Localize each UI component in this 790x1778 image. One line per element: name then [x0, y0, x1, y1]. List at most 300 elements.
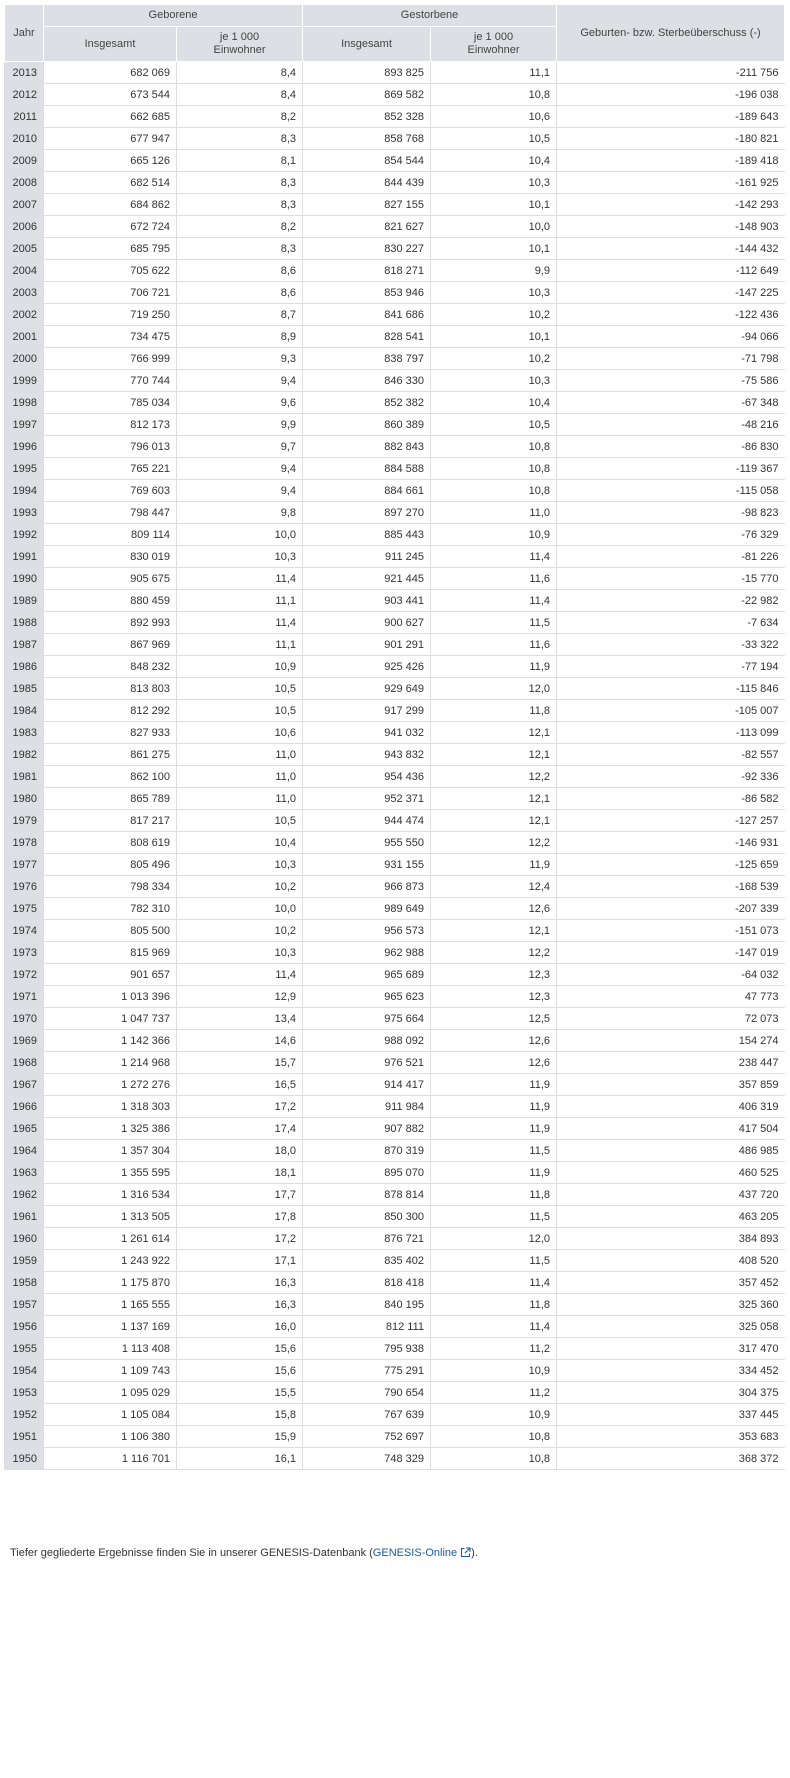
cell-geborene-insgesamt: 862 100 [44, 766, 177, 788]
table-row [5, 502, 785, 524]
cell-gestorbene-je-1000: 11,0 [431, 502, 557, 524]
cell-ueberschuss: -180 821 [557, 128, 785, 150]
cell-geborene-je-1000: 10,5 [177, 810, 303, 832]
cell-gestorbene-insgesamt: 911 984 [303, 1096, 431, 1118]
table-row [5, 1162, 785, 1184]
table-row [5, 854, 785, 876]
header-geborene: Geborene [44, 5, 303, 27]
cell-ueberschuss: -127 257 [557, 810, 785, 832]
cell-geborene-je-1000: 16,0 [177, 1316, 303, 1338]
cell-geborene-insgesamt: 766 999 [44, 348, 177, 370]
cell-jahr: 1976 [5, 876, 44, 898]
table-row [5, 370, 785, 392]
table-row [5, 722, 785, 744]
cell-ueberschuss: 317 470 [557, 1338, 785, 1360]
table-row [5, 612, 785, 634]
cell-gestorbene-je-1000: 12,4 [431, 876, 557, 898]
cell-geborene-insgesamt: 677 947 [44, 128, 177, 150]
cell-geborene-insgesamt: 734 475 [44, 326, 177, 348]
cell-geborene-insgesamt: 867 969 [44, 634, 177, 656]
cell-gestorbene-insgesamt: 897 270 [303, 502, 431, 524]
cell-gestorbene-je-1000: 10,4 [431, 150, 557, 172]
cell-geborene-je-1000: 8,1 [177, 150, 303, 172]
cell-jahr: 1969 [5, 1030, 44, 1052]
cell-geborene-je-1000: 17,1 [177, 1250, 303, 1272]
cell-geborene-je-1000: 10,2 [177, 920, 303, 942]
table-row [5, 1250, 785, 1272]
cell-gestorbene-je-1000: 11,9 [431, 656, 557, 678]
cell-ueberschuss: -82 557 [557, 744, 785, 766]
cell-geborene-je-1000: 8,3 [177, 194, 303, 216]
cell-gestorbene-je-1000: 10,2 [431, 348, 557, 370]
cell-gestorbene-je-1000: 12,0 [431, 1228, 557, 1250]
cell-gestorbene-insgesamt: 827 155 [303, 194, 431, 216]
table-row [5, 480, 785, 502]
cell-geborene-insgesamt: 765 221 [44, 458, 177, 480]
cell-gestorbene-insgesamt: 901 291 [303, 634, 431, 656]
cell-ueberschuss: 368 372 [557, 1448, 785, 1470]
cell-gestorbene-insgesamt: 850 300 [303, 1206, 431, 1228]
cell-geborene-je-1000: 11,0 [177, 766, 303, 788]
table-row [5, 194, 785, 216]
cell-gestorbene-insgesamt: 870 319 [303, 1140, 431, 1162]
cell-geborene-insgesamt: 796 013 [44, 436, 177, 458]
cell-gestorbene-je-1000: 11,9 [431, 1162, 557, 1184]
table-row [5, 1338, 785, 1360]
cell-ueberschuss: -196 038 [557, 84, 785, 106]
table-row [5, 1206, 785, 1228]
cell-gestorbene-je-1000: 10,5 [431, 128, 557, 150]
cell-geborene-je-1000: 11,1 [177, 634, 303, 656]
cell-gestorbene-insgesamt: 854 544 [303, 150, 431, 172]
cell-geborene-insgesamt: 812 292 [44, 700, 177, 722]
cell-gestorbene-je-1000: 10,8 [431, 1426, 557, 1448]
cell-jahr: 1972 [5, 964, 44, 986]
cell-ueberschuss: -211 756 [557, 62, 785, 84]
cell-gestorbene-insgesamt: 775 291 [303, 1360, 431, 1382]
cell-jahr: 2002 [5, 304, 44, 326]
cell-geborene-je-1000: 9,4 [177, 370, 303, 392]
table-row [5, 414, 785, 436]
cell-gestorbene-insgesamt: 966 873 [303, 876, 431, 898]
cell-jahr: 1963 [5, 1162, 44, 1184]
cell-jahr: 1958 [5, 1272, 44, 1294]
cell-ueberschuss: 357 859 [557, 1074, 785, 1096]
table-row [5, 1404, 785, 1426]
cell-gestorbene-je-1000: 11,2 [431, 1338, 557, 1360]
cell-jahr: 1989 [5, 590, 44, 612]
cell-jahr: 1983 [5, 722, 44, 744]
cell-gestorbene-je-1000: 10,0 [431, 216, 557, 238]
cell-jahr: 1987 [5, 634, 44, 656]
cell-gestorbene-insgesamt: 929 649 [303, 678, 431, 700]
cell-geborene-insgesamt: 1 355 595 [44, 1162, 177, 1184]
cell-geborene-insgesamt: 798 447 [44, 502, 177, 524]
cell-geborene-je-1000: 17,8 [177, 1206, 303, 1228]
cell-geborene-insgesamt: 662 685 [44, 106, 177, 128]
cell-geborene-insgesamt: 1 316 534 [44, 1184, 177, 1206]
cell-jahr: 1974 [5, 920, 44, 942]
cell-ueberschuss: -64 032 [557, 964, 785, 986]
cell-ueberschuss: -71 798 [557, 348, 785, 370]
cell-ueberschuss: -105 007 [557, 700, 785, 722]
cell-ueberschuss: -86 582 [557, 788, 785, 810]
cell-geborene-insgesamt: 672 724 [44, 216, 177, 238]
cell-jahr: 2006 [5, 216, 44, 238]
table-row [5, 1294, 785, 1316]
table-row [5, 524, 785, 546]
cell-jahr: 1971 [5, 986, 44, 1008]
cell-geborene-insgesamt: 1 113 408 [44, 1338, 177, 1360]
cell-gestorbene-insgesamt: 962 988 [303, 942, 431, 964]
cell-jahr: 1985 [5, 678, 44, 700]
cell-gestorbene-insgesamt: 931 155 [303, 854, 431, 876]
cell-geborene-je-1000: 11,1 [177, 590, 303, 612]
cell-gestorbene-insgesamt: 943 832 [303, 744, 431, 766]
table-row [5, 656, 785, 678]
cell-geborene-je-1000: 8,3 [177, 172, 303, 194]
cell-jahr: 2009 [5, 150, 44, 172]
cell-jahr: 2010 [5, 128, 44, 150]
cell-gestorbene-je-1000: 10,8 [431, 458, 557, 480]
table-row [5, 986, 785, 1008]
cell-geborene-je-1000: 11,0 [177, 744, 303, 766]
cell-ueberschuss: -115 846 [557, 678, 785, 700]
cell-geborene-insgesamt: 1 165 555 [44, 1294, 177, 1316]
cell-gestorbene-insgesamt: 955 550 [303, 832, 431, 854]
cell-ueberschuss: -207 339 [557, 898, 785, 920]
cell-jahr: 1962 [5, 1184, 44, 1206]
table-row [5, 590, 785, 612]
cell-geborene-insgesamt: 1 313 505 [44, 1206, 177, 1228]
cell-gestorbene-je-1000: 11,4 [431, 1316, 557, 1338]
cell-geborene-je-1000: 17,4 [177, 1118, 303, 1140]
cell-jahr: 1979 [5, 810, 44, 832]
cell-ueberschuss: 437 720 [557, 1184, 785, 1206]
cell-geborene-insgesamt: 848 232 [44, 656, 177, 678]
footnote-text: Tiefer gegliederte Ergebnisse finden Sie in unserer GENESIS-Datenbank ( [10, 1547, 373, 1559]
table-row [5, 964, 785, 986]
cell-ueberschuss: -75 586 [557, 370, 785, 392]
cell-ueberschuss: 154 274 [557, 1030, 785, 1052]
cell-gestorbene-insgesamt: 921 445 [303, 568, 431, 590]
cell-gestorbene-insgesamt: 900 627 [303, 612, 431, 634]
cell-gestorbene-insgesamt: 882 843 [303, 436, 431, 458]
table-row [5, 744, 785, 766]
table-row [5, 1426, 785, 1448]
cell-geborene-je-1000: 15,9 [177, 1426, 303, 1448]
cell-gestorbene-je-1000: 10,9 [431, 524, 557, 546]
cell-geborene-insgesamt: 827 933 [44, 722, 177, 744]
cell-geborene-insgesamt: 808 619 [44, 832, 177, 854]
cell-gestorbene-je-1000: 10,4 [431, 392, 557, 414]
cell-gestorbene-insgesamt: 790 654 [303, 1382, 431, 1404]
cell-gestorbene-insgesamt: 748 329 [303, 1448, 431, 1470]
header-geborene-insgesamt: Insgesamt [44, 27, 177, 62]
cell-jahr: 1965 [5, 1118, 44, 1140]
cell-ueberschuss: 406 319 [557, 1096, 785, 1118]
cell-gestorbene-insgesamt: 914 417 [303, 1074, 431, 1096]
cell-geborene-insgesamt: 673 544 [44, 84, 177, 106]
cell-geborene-je-1000: 8,2 [177, 106, 303, 128]
cell-geborene-je-1000: 18,0 [177, 1140, 303, 1162]
cell-geborene-je-1000: 16,5 [177, 1074, 303, 1096]
cell-ueberschuss: -189 418 [557, 150, 785, 172]
cell-jahr: 1966 [5, 1096, 44, 1118]
cell-jahr: 1964 [5, 1140, 44, 1162]
cell-ueberschuss: -115 058 [557, 480, 785, 502]
cell-jahr: 1994 [5, 480, 44, 502]
cell-gestorbene-je-1000: 12,2 [431, 766, 557, 788]
cell-geborene-je-1000: 17,2 [177, 1228, 303, 1250]
cell-gestorbene-insgesamt: 975 664 [303, 1008, 431, 1030]
table-row [5, 766, 785, 788]
cell-jahr: 2008 [5, 172, 44, 194]
cell-gestorbene-je-1000: 12,6 [431, 898, 557, 920]
cell-gestorbene-je-1000: 12,1 [431, 744, 557, 766]
cell-ueberschuss: 238 447 [557, 1052, 785, 1074]
cell-geborene-je-1000: 8,6 [177, 282, 303, 304]
cell-gestorbene-insgesamt: 767 639 [303, 1404, 431, 1426]
cell-gestorbene-je-1000: 10,8 [431, 436, 557, 458]
cell-jahr: 1992 [5, 524, 44, 546]
cell-jahr: 2000 [5, 348, 44, 370]
genesis-online-link[interactable] [373, 1547, 471, 1559]
cell-ueberschuss: 463 205 [557, 1206, 785, 1228]
cell-gestorbene-je-1000: 11,9 [431, 1096, 557, 1118]
cell-gestorbene-insgesamt: 835 402 [303, 1250, 431, 1272]
cell-gestorbene-je-1000: 11,9 [431, 1118, 557, 1140]
cell-ueberschuss: 460 525 [557, 1162, 785, 1184]
cell-ueberschuss: -125 659 [557, 854, 785, 876]
cell-geborene-insgesamt: 880 459 [44, 590, 177, 612]
cell-gestorbene-insgesamt: 944 474 [303, 810, 431, 832]
cell-jahr: 1991 [5, 546, 44, 568]
cell-geborene-insgesamt: 682 069 [44, 62, 177, 84]
cell-gestorbene-insgesamt: 876 721 [303, 1228, 431, 1250]
cell-gestorbene-je-1000: 11,8 [431, 700, 557, 722]
cell-gestorbene-je-1000: 12,1 [431, 920, 557, 942]
cell-geborene-insgesamt: 798 334 [44, 876, 177, 898]
cell-geborene-je-1000: 10,0 [177, 898, 303, 920]
cell-gestorbene-je-1000: 10,5 [431, 414, 557, 436]
table-row [5, 942, 785, 964]
cell-geborene-insgesamt: 685 795 [44, 238, 177, 260]
cell-gestorbene-insgesamt: 954 436 [303, 766, 431, 788]
births-deaths-table [4, 4, 785, 1470]
cell-jahr: 1973 [5, 942, 44, 964]
cell-geborene-je-1000: 9,7 [177, 436, 303, 458]
cell-geborene-je-1000: 8,7 [177, 304, 303, 326]
cell-jahr: 1970 [5, 1008, 44, 1030]
cell-jahr: 2013 [5, 62, 44, 84]
cell-gestorbene-je-1000: 12,3 [431, 986, 557, 1008]
cell-gestorbene-je-1000: 12,2 [431, 942, 557, 964]
header-je-1000-line1: je 1 000 [473, 31, 514, 43]
cell-geborene-insgesamt: 1 013 396 [44, 986, 177, 1008]
cell-ueberschuss: -81 226 [557, 546, 785, 568]
cell-geborene-insgesamt: 892 993 [44, 612, 177, 634]
table-row [5, 634, 785, 656]
cell-jahr: 1968 [5, 1052, 44, 1074]
table-row [5, 62, 785, 84]
cell-geborene-je-1000: 16,1 [177, 1448, 303, 1470]
cell-geborene-insgesamt: 1 047 737 [44, 1008, 177, 1030]
cell-gestorbene-insgesamt: 952 371 [303, 788, 431, 810]
cell-gestorbene-je-1000: 11,5 [431, 612, 557, 634]
cell-gestorbene-insgesamt: 956 573 [303, 920, 431, 942]
header-gestorbene: Gestorbene [303, 5, 557, 27]
table-row [5, 546, 785, 568]
cell-geborene-je-1000: 10,3 [177, 854, 303, 876]
cell-ueberschuss: 325 058 [557, 1316, 785, 1338]
footnote [10, 1547, 478, 1561]
table-row [5, 106, 785, 128]
cell-gestorbene-je-1000: 12,1 [431, 788, 557, 810]
cell-jahr: 1952 [5, 1404, 44, 1426]
cell-jahr: 1956 [5, 1316, 44, 1338]
cell-gestorbene-insgesamt: 860 389 [303, 414, 431, 436]
cell-geborene-insgesamt: 705 622 [44, 260, 177, 282]
cell-gestorbene-insgesamt: 941 032 [303, 722, 431, 744]
cell-jahr: 1951 [5, 1426, 44, 1448]
cell-geborene-je-1000: 8,4 [177, 84, 303, 106]
cell-jahr: 1982 [5, 744, 44, 766]
cell-jahr: 2004 [5, 260, 44, 282]
header-je-1000-line1: je 1 000 [219, 31, 260, 43]
cell-ueberschuss: 357 452 [557, 1272, 785, 1294]
table-row [5, 326, 785, 348]
cell-geborene-insgesamt: 1 109 743 [44, 1360, 177, 1382]
cell-ueberschuss: -15 770 [557, 568, 785, 590]
cell-geborene-insgesamt: 719 250 [44, 304, 177, 326]
cell-geborene-je-1000: 8,3 [177, 238, 303, 260]
table-row [5, 920, 785, 942]
cell-geborene-je-1000: 18,1 [177, 1162, 303, 1184]
cell-jahr: 1995 [5, 458, 44, 480]
table-row [5, 458, 785, 480]
table-row [5, 238, 785, 260]
cell-gestorbene-insgesamt: 925 426 [303, 656, 431, 678]
cell-ueberschuss: 486 985 [557, 1140, 785, 1162]
cell-ueberschuss: -148 903 [557, 216, 785, 238]
cell-gestorbene-insgesamt: 903 441 [303, 590, 431, 612]
cell-gestorbene-insgesamt: 821 627 [303, 216, 431, 238]
cell-ueberschuss: -7 634 [557, 612, 785, 634]
table-row [5, 216, 785, 238]
table-row [5, 128, 785, 150]
cell-gestorbene-insgesamt: 893 825 [303, 62, 431, 84]
cell-ueberschuss: 353 683 [557, 1426, 785, 1448]
cell-geborene-insgesamt: 1 325 386 [44, 1118, 177, 1140]
cell-geborene-je-1000: 10,6 [177, 722, 303, 744]
table-row [5, 1008, 785, 1030]
cell-geborene-insgesamt: 769 603 [44, 480, 177, 502]
cell-jahr: 1986 [5, 656, 44, 678]
table-row [5, 788, 785, 810]
cell-jahr: 1993 [5, 502, 44, 524]
cell-jahr: 1996 [5, 436, 44, 458]
table-row [5, 348, 785, 370]
cell-ueberschuss: -76 329 [557, 524, 785, 546]
cell-gestorbene-je-1000: 12,6 [431, 1052, 557, 1074]
genesis-online-link-label: GENESIS-Online [372, 1547, 458, 1559]
cell-gestorbene-insgesamt: 852 382 [303, 392, 431, 414]
cell-geborene-je-1000: 15,6 [177, 1360, 303, 1382]
table-row [5, 172, 785, 194]
cell-geborene-insgesamt: 706 721 [44, 282, 177, 304]
cell-gestorbene-je-1000: 10,3 [431, 172, 557, 194]
cell-gestorbene-je-1000: 10,8 [431, 480, 557, 502]
cell-gestorbene-je-1000: 11,9 [431, 854, 557, 876]
cell-ueberschuss: 72 073 [557, 1008, 785, 1030]
cell-geborene-je-1000: 9,3 [177, 348, 303, 370]
cell-geborene-insgesamt: 1 106 380 [44, 1426, 177, 1448]
cell-ueberschuss: -112 649 [557, 260, 785, 282]
table-row [5, 436, 785, 458]
cell-gestorbene-je-1000: 12,6 [431, 1030, 557, 1052]
cell-gestorbene-je-1000: 11,1 [431, 62, 557, 84]
cell-gestorbene-je-1000: 11,5 [431, 1206, 557, 1228]
cell-jahr: 2007 [5, 194, 44, 216]
cell-ueberschuss: 417 504 [557, 1118, 785, 1140]
cell-geborene-je-1000: 10,9 [177, 656, 303, 678]
cell-geborene-je-1000: 10,4 [177, 832, 303, 854]
cell-geborene-je-1000: 11,4 [177, 612, 303, 634]
cell-gestorbene-insgesamt: 988 092 [303, 1030, 431, 1052]
cell-gestorbene-je-1000: 10,9 [431, 1404, 557, 1426]
cell-gestorbene-insgesamt: 838 797 [303, 348, 431, 370]
cell-gestorbene-je-1000: 11,5 [431, 1140, 557, 1162]
cell-gestorbene-insgesamt: 895 070 [303, 1162, 431, 1184]
cell-ueberschuss: 384 893 [557, 1228, 785, 1250]
cell-ueberschuss: -122 436 [557, 304, 785, 326]
table-row [5, 392, 785, 414]
cell-gestorbene-insgesamt: 830 227 [303, 238, 431, 260]
cell-geborene-je-1000: 14,6 [177, 1030, 303, 1052]
table-row [5, 1184, 785, 1206]
cell-gestorbene-je-1000: 10,8 [431, 1448, 557, 1470]
cell-geborene-insgesamt: 1 137 169 [44, 1316, 177, 1338]
cell-gestorbene-insgesamt: 911 245 [303, 546, 431, 568]
cell-geborene-insgesamt: 805 500 [44, 920, 177, 942]
cell-jahr: 1954 [5, 1360, 44, 1382]
cell-jahr: 1950 [5, 1448, 44, 1470]
cell-geborene-je-1000: 11,4 [177, 568, 303, 590]
cell-geborene-je-1000: 9,6 [177, 392, 303, 414]
cell-gestorbene-insgesamt: 917 299 [303, 700, 431, 722]
cell-gestorbene-je-1000: 11,8 [431, 1184, 557, 1206]
cell-jahr: 1999 [5, 370, 44, 392]
cell-ueberschuss: -98 823 [557, 502, 785, 524]
cell-ueberschuss: -119 367 [557, 458, 785, 480]
table-row [5, 678, 785, 700]
table-row [5, 810, 785, 832]
cell-gestorbene-insgesamt: 812 111 [303, 1316, 431, 1338]
cell-geborene-je-1000: 8,3 [177, 128, 303, 150]
cell-geborene-insgesamt: 1 318 303 [44, 1096, 177, 1118]
cell-geborene-je-1000: 15,5 [177, 1382, 303, 1404]
cell-geborene-je-1000: 11,0 [177, 788, 303, 810]
cell-geborene-je-1000: 11,4 [177, 964, 303, 986]
cell-ueberschuss: 47 773 [557, 986, 785, 1008]
cell-geborene-je-1000: 15,6 [177, 1338, 303, 1360]
table-body [5, 62, 785, 1470]
cell-geborene-insgesamt: 1 095 029 [44, 1382, 177, 1404]
cell-gestorbene-je-1000: 10,1 [431, 238, 557, 260]
cell-geborene-insgesamt: 817 217 [44, 810, 177, 832]
table-row [5, 568, 785, 590]
